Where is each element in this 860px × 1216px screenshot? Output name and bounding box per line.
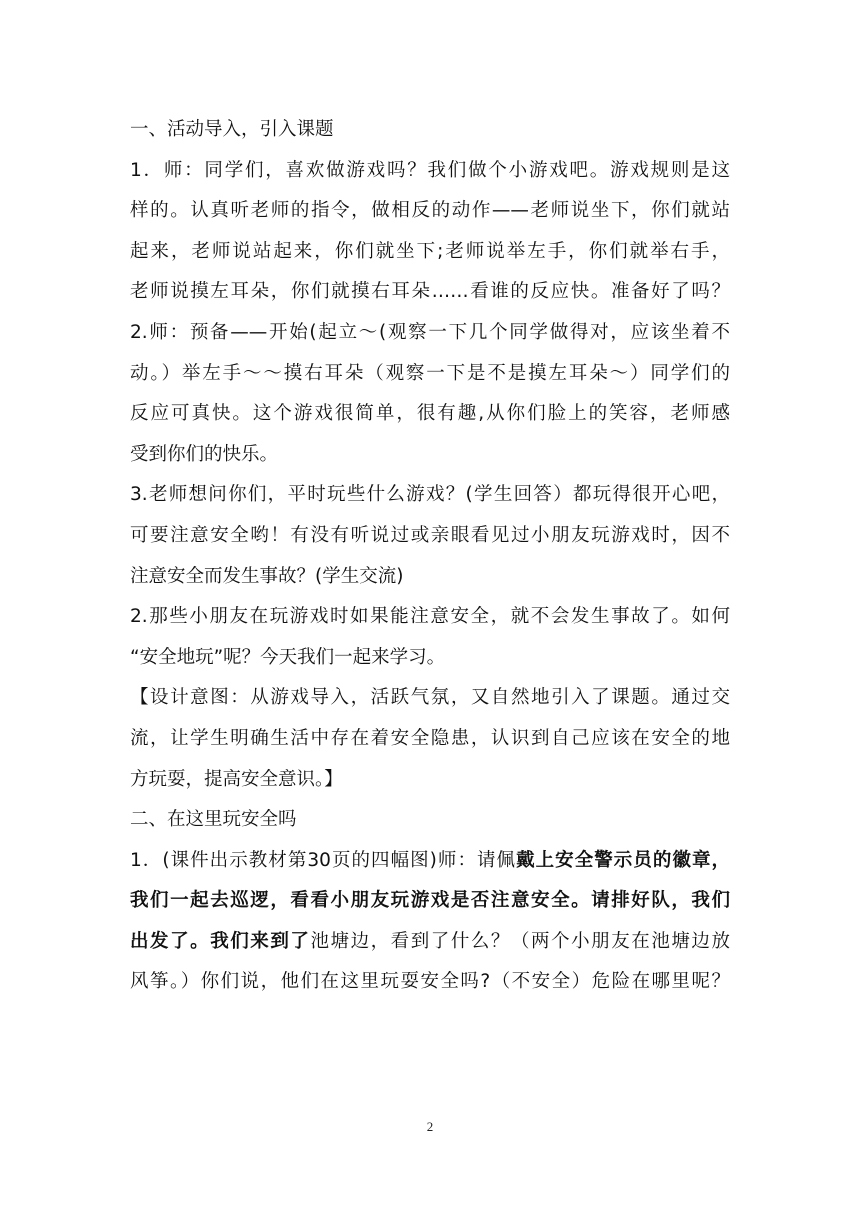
text-line: 受到你们的快乐。 (130, 443, 279, 465)
text-line (130, 962, 730, 1003)
bold-text-segment: 出发了。我们来到了 (130, 930, 311, 952)
text-line: 2.那些小朋友在玩游戏时如果能注意安全，就不会发生事故了。如何 (130, 606, 730, 628)
text-line: 注意安全而发生事故？(学生交流) (130, 565, 404, 587)
text-line: 2.师：预备——开始(起立～(观察一下几个同学做得对，应该坐着不 (130, 321, 730, 343)
text-line: 二、在这里玩安全吗 (130, 809, 297, 831)
text-line: 【设计意图：从游戏导入，活跃气氛，又自然地引入了课题。通过交 (130, 687, 730, 709)
document-body (130, 110, 730, 1003)
text-line: 可要注意安全哟！有没有听说过或亲眼看见过小朋友玩游戏时，因不 (130, 524, 730, 546)
text-line: 1．师：同学们，喜欢做游戏吗？我们做个小游戏吧。游戏规则是这 (130, 159, 730, 181)
text-line: 反应可真快。这个游戏很简单，很有趣,从你们脸上的笑容，老师感 (130, 403, 730, 425)
text-line: 一、活动导入，引入课题 (130, 119, 334, 140)
text-line (130, 881, 730, 922)
bold-text-segment: 戴上安全警示员的徽章， (516, 849, 730, 871)
text-line: 老师说摸左耳朵，你们就摸右耳朵……看谁的反应快。准备好了吗？ (130, 281, 730, 303)
text-line (130, 922, 730, 963)
text-segment: 1．(课件出示教材第30页的四幅图)师：请佩 (130, 849, 517, 871)
text-line: 动。）举左手～～摸右耳朵（观察一下是不是摸左耳朵～）同学们的 (130, 362, 730, 384)
text-segment: 风筝。）你们说，他们在这里玩耍安全吗?（不安全）危险在哪里呢？ (130, 971, 730, 993)
text-line: “安全地玩”呢？今天我们一起来学习。 (130, 646, 446, 668)
text-line: 样的。认真听老师的指令，做相反的动作——老师说坐下，你们就站 (130, 200, 730, 222)
text-line (130, 841, 730, 882)
text-line: 3.老师想问你们，平时玩些什么游戏？(学生回答）都玩得很开心吧， (130, 484, 730, 506)
text-line: 方玩耍，提高安全意识。】 (130, 768, 343, 790)
page-number: 2 (426, 1119, 434, 1134)
text-line: 流，让学生明确生活中存在着安全隐患，认识到自己应该在安全的地 (130, 727, 730, 749)
text-line: 起来，老师说站起来，你们就坐下;老师说举左手，你们就举右手， (130, 240, 730, 262)
bold-text-segment: 我们一起去巡逻，看看小朋友玩游戏是否注意安全。请排好队，我们 (130, 890, 730, 912)
text-segment: 池塘边，看到了什么？（两个小朋友在池塘边放 (310, 930, 730, 952)
